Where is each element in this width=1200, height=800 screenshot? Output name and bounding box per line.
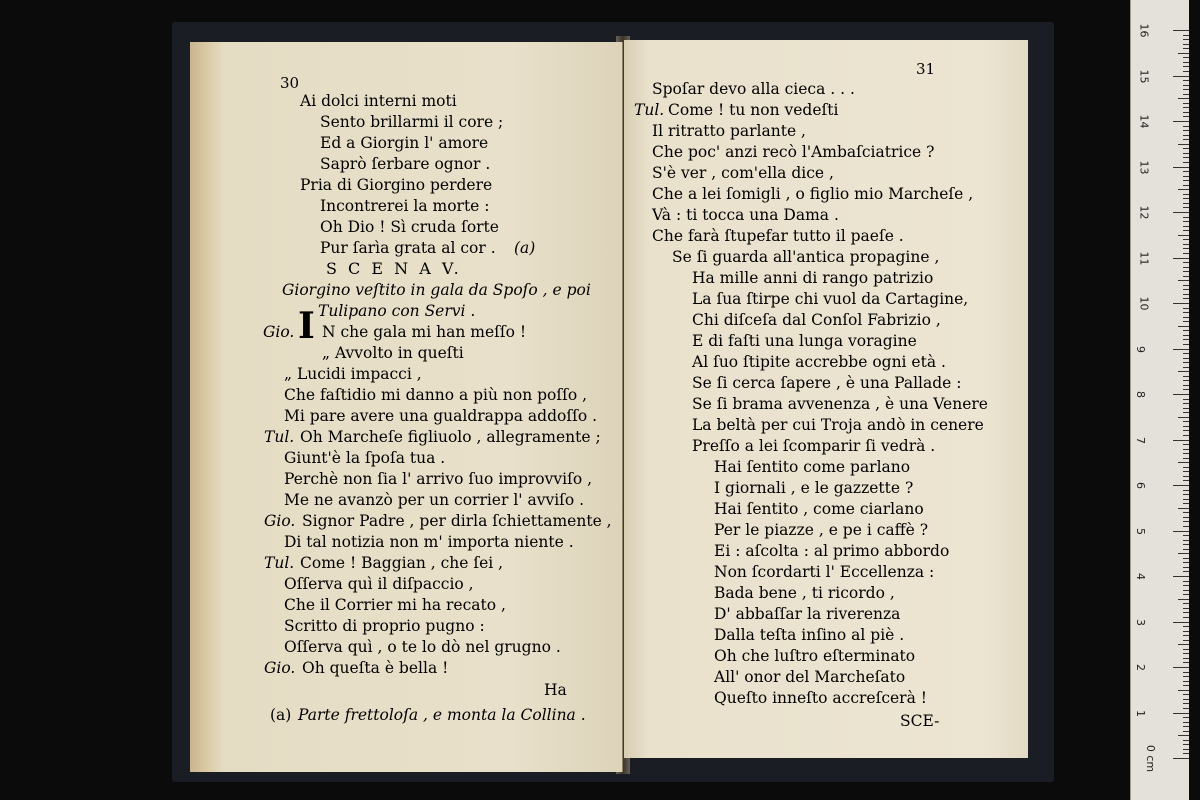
ruler-tick	[1183, 549, 1189, 550]
ruler-tick	[1183, 39, 1189, 40]
ruler-tick	[1173, 258, 1189, 259]
ruler-tick	[1183, 162, 1189, 163]
ruler-tick	[1183, 603, 1189, 604]
ruler-tick	[1183, 617, 1189, 618]
ruler-tick	[1183, 171, 1189, 172]
verse-line: Sento brillarmi il core ;	[320, 113, 504, 131]
speaker-label: Gio.	[263, 323, 295, 341]
ruler-tick	[1183, 662, 1189, 663]
catchword: Ha	[544, 681, 567, 699]
ruler-tick	[1183, 649, 1189, 650]
verse-line: Me ne avanzò per un corrier l' avviſo .	[284, 491, 585, 509]
ruler-tick	[1173, 212, 1189, 213]
verse-line: Dalla teſta inſino al piè .	[714, 626, 905, 644]
ruler-tick	[1183, 321, 1189, 322]
verse-line: Saprò ſerbare ognor .	[320, 155, 491, 173]
ruler-tick	[1183, 103, 1189, 104]
verse-line: I giornali , e le gazzette ?	[714, 479, 914, 497]
verse-line: Giunt'è la ſpoſa tua .	[284, 449, 446, 467]
verse-line: Hai ſentito , come ciarlano	[714, 500, 924, 518]
verse-line: Come ! tu non vedeſti	[668, 101, 839, 119]
ruler-tick	[1183, 294, 1189, 295]
verse-line: Di tal notizia non m' importa niente .	[284, 533, 574, 551]
footnote-text: Parte frettoloſa , e monta la Collina .	[298, 706, 586, 724]
ruler-label: 6	[1134, 482, 1147, 489]
ruler-tick	[1173, 758, 1189, 759]
ruler-tick	[1183, 62, 1189, 63]
ruler-tick	[1183, 676, 1189, 677]
ruler-tick	[1173, 440, 1189, 441]
ruler-tick	[1173, 485, 1189, 486]
ruler-label: 16	[1137, 23, 1151, 38]
ruler-tick	[1183, 285, 1189, 286]
ruler-tick	[1183, 317, 1189, 318]
ruler-tick	[1183, 453, 1189, 454]
ruler-tick	[1183, 226, 1189, 227]
ruler-tick	[1178, 53, 1189, 54]
verse-line: Non ſcordarti l' Eccellenza :	[714, 563, 935, 581]
ruler-tick	[1173, 394, 1189, 395]
ruler-tick	[1183, 726, 1189, 727]
ruler-tick	[1183, 298, 1189, 299]
ruler-tick	[1183, 631, 1189, 632]
ruler-tick	[1183, 717, 1189, 718]
ruler-tick	[1183, 194, 1189, 195]
verse-line: Oſſerva quì , o te lo dò nel grugno .	[284, 638, 561, 656]
ruler-tick	[1183, 367, 1189, 368]
ruler-tick	[1183, 376, 1189, 377]
ruler-label: 4	[1134, 573, 1147, 580]
ruler-tick	[1183, 94, 1189, 95]
ruler-label: 2	[1134, 664, 1147, 671]
ruler-tick	[1183, 653, 1189, 654]
verse-line: S'è ver , com'ella dice ,	[652, 164, 834, 182]
page-number-left: 30	[280, 74, 300, 92]
verse-line: Ai dolci interni moti	[300, 92, 457, 110]
ruler-tick	[1178, 371, 1189, 372]
ruler-tick	[1173, 531, 1189, 532]
ruler-tick	[1183, 685, 1189, 686]
ruler-label: 15	[1137, 69, 1151, 83]
ruler-tick	[1183, 626, 1189, 627]
ruler-tick	[1183, 699, 1189, 700]
ruler-tick	[1183, 230, 1189, 231]
ruler-label: 0 cm	[1144, 744, 1158, 773]
verse-line: Che poc' anzi recò l'Ambaſciatrice ?	[652, 143, 935, 161]
ruler-tick	[1183, 85, 1189, 86]
verse-line: „ Lucidi impacci ,	[284, 365, 422, 383]
verse-line: N che gala mi han meſſo !	[322, 323, 527, 341]
ruler-tick	[1183, 385, 1189, 386]
ruler-tick	[1183, 339, 1189, 340]
verse-line: Preſſo a lei ſcomparir ſi vedrà .	[692, 437, 936, 455]
ruler-label: 10	[1137, 296, 1151, 311]
ruler-tick	[1173, 30, 1189, 31]
ruler-tick	[1183, 330, 1189, 331]
verse-line: Spoſar devo alla cieca . . .	[652, 80, 855, 98]
ruler-tick	[1183, 239, 1189, 240]
verse-line: Ei : aſcolta : al primo abbordo	[714, 542, 950, 560]
verse-line: Che a lei ſomigli , o figlio mio Marcheſe ,	[652, 185, 974, 203]
verse-line: Hai ſentito come parlano	[714, 458, 911, 476]
ruler-tick	[1183, 722, 1189, 723]
ruler-tick	[1183, 421, 1189, 422]
ruler-tick	[1183, 248, 1189, 249]
drop-cap: I	[298, 305, 315, 347]
verse-line: Se ſi guarda all'antica propagine ,	[672, 248, 940, 266]
ruler-label: 12	[1137, 205, 1151, 220]
ruler-tick	[1183, 476, 1189, 477]
ruler-tick	[1183, 44, 1189, 45]
ruler-tick	[1183, 449, 1189, 450]
ruler-tick	[1183, 380, 1189, 381]
ruler-tick	[1183, 180, 1189, 181]
verse-line: D' abbaſſar la riverenza	[714, 605, 901, 623]
ruler-tick	[1183, 594, 1189, 595]
ruler-tick	[1183, 658, 1189, 659]
ruler-tick	[1183, 176, 1189, 177]
ruler-tick	[1183, 585, 1189, 586]
ruler-tick	[1178, 98, 1189, 99]
ruler-tick	[1183, 57, 1189, 58]
ruler-tick	[1183, 590, 1189, 591]
stage-direction: Tulipano con Servi .	[318, 302, 476, 320]
footnote-marker: (a)	[514, 239, 536, 257]
ruler-tick	[1183, 89, 1189, 90]
verse-line: Ed a Giorgin l' amore	[320, 134, 489, 152]
ruler-tick	[1173, 622, 1189, 623]
ruler-tick	[1183, 157, 1189, 158]
ruler-tick	[1183, 740, 1189, 741]
verse-line: Chi diſceſa dal Conſol Fabrizio ,	[692, 311, 941, 329]
ruler-tick	[1183, 567, 1189, 568]
ruler-tick	[1183, 471, 1189, 472]
ruler-tick	[1183, 217, 1189, 218]
ruler-tick	[1183, 308, 1189, 309]
ruler-label: 5	[1134, 527, 1147, 535]
ruler-tick	[1183, 362, 1189, 363]
ruler-tick	[1183, 544, 1189, 545]
ruler-tick	[1183, 203, 1189, 204]
ruler-tick	[1183, 749, 1189, 750]
ruler-label: 13	[1137, 160, 1151, 174]
verse-line: Al ſuo ſtipite accrebbe ogni età .	[692, 353, 946, 371]
verse-line: Pur ſarìa grata al cor .	[320, 239, 496, 257]
verse-line: Và : ti tocca una Dama .	[652, 206, 839, 224]
ruler-tick	[1178, 735, 1189, 736]
ruler-tick	[1183, 408, 1189, 409]
ruler-tick	[1183, 221, 1189, 222]
verse-line: Scritto di proprio pugno :	[284, 617, 485, 635]
ruler-label: 8	[1134, 391, 1147, 398]
ruler-tick	[1178, 599, 1189, 600]
ruler-tick	[1183, 253, 1189, 254]
verse-line: Per le piazze , e pe i caffè ?	[714, 521, 929, 539]
ruler-tick	[1183, 403, 1189, 404]
verse-line: Ha mille anni di rango patrizio	[692, 269, 934, 287]
ruler-tick	[1173, 121, 1189, 122]
ruler-tick	[1183, 540, 1189, 541]
verse-line: Se ſi cerca ſapere , è una Pallade :	[692, 374, 962, 392]
ruler-tick	[1183, 185, 1189, 186]
verse-line: „ Avvolto in queſti	[322, 344, 464, 362]
ruler-tick	[1183, 517, 1189, 518]
ruler-tick	[1183, 312, 1189, 313]
verse-line: Oh queſta è bella !	[302, 659, 449, 677]
ruler-tick	[1183, 276, 1189, 277]
ruler-tick	[1183, 66, 1189, 67]
ruler-tick	[1183, 640, 1189, 641]
ruler-tick	[1183, 635, 1189, 636]
ruler-tick	[1183, 753, 1189, 754]
ruler-tick	[1183, 399, 1189, 400]
ruler-tick	[1183, 535, 1189, 536]
ruler-tick	[1183, 153, 1189, 154]
catchword: SCE-	[900, 712, 940, 730]
ruler-tick	[1178, 144, 1189, 145]
measuring-ruler	[1130, 0, 1189, 800]
ruler-tick	[1183, 430, 1189, 431]
ruler-tick	[1183, 708, 1189, 709]
ruler-tick	[1173, 349, 1189, 350]
ruler-tick	[1183, 198, 1189, 199]
ruler-tick	[1183, 467, 1189, 468]
ruler-tick	[1183, 130, 1189, 131]
ruler-tick	[1173, 576, 1189, 577]
verse-line: E di faſti una lunga voragine	[692, 332, 917, 350]
ruler-tick	[1183, 558, 1189, 559]
ruler-tick	[1173, 167, 1189, 168]
ruler-tick	[1183, 412, 1189, 413]
ruler-label: 1	[1134, 709, 1147, 717]
ruler-tick	[1183, 116, 1189, 117]
ruler-tick	[1183, 608, 1189, 609]
verse-line: Signor Padre , per dirla ſchiettamente ,	[302, 512, 612, 530]
ruler-tick	[1183, 344, 1189, 345]
ruler-tick	[1183, 207, 1189, 208]
ruler-tick	[1178, 690, 1189, 691]
ruler-tick	[1183, 139, 1189, 140]
ruler-tick	[1178, 553, 1189, 554]
ruler-tick	[1173, 303, 1189, 304]
ruler-tick	[1183, 48, 1189, 49]
verse-line: Oh Dio ! Sì cruda ſorte	[320, 218, 499, 236]
ruler-tick	[1178, 508, 1189, 509]
ruler-label: 3	[1134, 618, 1147, 626]
ruler-tick	[1183, 731, 1189, 732]
verse-line: Oſſerva quì il diſpaccio ,	[284, 575, 474, 593]
ruler-tick	[1183, 80, 1189, 81]
ruler-tick	[1183, 499, 1189, 500]
ruler-tick	[1183, 353, 1189, 354]
verse-line: Bada bene , ti ricordo ,	[714, 584, 895, 602]
ruler-tick	[1183, 244, 1189, 245]
ruler-tick	[1183, 71, 1189, 72]
ruler-tick	[1173, 76, 1189, 77]
ruler-tick	[1183, 112, 1189, 113]
ruler-tick	[1178, 462, 1189, 463]
ruler-tick	[1183, 35, 1189, 36]
verse-line: Perchè non ſia l' arrivo ſuo improvviſo ,	[284, 470, 593, 488]
ruler-tick	[1173, 667, 1189, 668]
verse-line: Oh Marcheſe figliuolo , allegramente ;	[300, 428, 601, 446]
verse-line: Come ! Baggian , che ſei ,	[300, 554, 504, 572]
ruler-tick	[1183, 512, 1189, 513]
ruler-label: 7	[1134, 436, 1147, 444]
ruler-tick	[1173, 713, 1189, 714]
ruler-tick	[1183, 458, 1189, 459]
ruler-tick	[1183, 480, 1189, 481]
ruler-tick	[1178, 280, 1189, 281]
speaker-label: Tul.	[264, 428, 295, 446]
ruler-tick	[1178, 326, 1189, 327]
ruler-tick	[1183, 271, 1189, 272]
ruler-tick	[1183, 135, 1189, 136]
verse-line: All' onor del Marcheſato	[714, 668, 906, 686]
verse-line: La ſua ſtirpe chi vuol da Cartagine,	[692, 290, 969, 308]
verse-line: La beltà per cui Troja andò in cenere	[692, 416, 984, 434]
ruler-tick	[1183, 521, 1189, 522]
ruler-tick	[1183, 681, 1189, 682]
ruler-tick	[1183, 672, 1189, 673]
verse-line: Pria di Giorgino perdere	[300, 176, 493, 194]
ruler-tick	[1183, 490, 1189, 491]
ruler-tick	[1178, 235, 1189, 236]
ruler-tick	[1183, 526, 1189, 527]
ruler-tick	[1178, 189, 1189, 190]
speaker-label: Gio.	[264, 659, 296, 677]
ruler-tick	[1183, 126, 1189, 127]
speaker-label: Tul.	[264, 554, 295, 572]
verse-line: Che farà ſtupefar tutto il paeſe .	[652, 227, 904, 245]
verse-line: Il ritratto parlante ,	[652, 122, 806, 140]
footnote-marker: (a)	[270, 706, 292, 724]
ruler-label: 11	[1137, 251, 1151, 265]
stage-direction: Giorgino veſtito in gala da Spoſo , e poi	[282, 281, 591, 299]
scene-heading: S C E N A V.	[326, 259, 462, 278]
speaker-label: Tul.	[634, 101, 665, 119]
ruler-tick	[1183, 435, 1189, 436]
ruler-tick	[1183, 571, 1189, 572]
ruler-tick	[1183, 262, 1189, 263]
ruler-tick	[1183, 335, 1189, 336]
verse-line: Se ſi brama avvenenza , è una Venere	[692, 395, 988, 413]
ruler-label: 9	[1134, 345, 1147, 353]
ruler-tick	[1183, 494, 1189, 495]
ruler-label: 14	[1137, 114, 1151, 129]
ruler-tick	[1183, 744, 1189, 745]
verse-line: Queſto inneſto accreſcerà !	[714, 689, 927, 707]
ruler-tick	[1183, 267, 1189, 268]
verse-line: Incontrerei la morte :	[320, 197, 490, 215]
speaker-label: Gio.	[264, 512, 296, 530]
ruler-tick	[1183, 444, 1189, 445]
ruler-tick	[1183, 694, 1189, 695]
verse-line: Mi pare avere una gualdrappa addoſſo .	[284, 407, 598, 425]
ruler-tick	[1183, 358, 1189, 359]
ruler-tick	[1183, 581, 1189, 582]
verse-line: Che il Corrier mi ha recato ,	[284, 596, 506, 614]
ruler-tick	[1183, 612, 1189, 613]
ruler-tick	[1183, 148, 1189, 149]
ruler-tick	[1183, 289, 1189, 290]
page-number-right: 31	[916, 60, 936, 78]
ruler-tick	[1183, 503, 1189, 504]
ruler-tick	[1183, 107, 1189, 108]
verse-line: Che faſtidio mi danno a più non poſſo ,	[284, 386, 588, 404]
ruler-tick	[1178, 417, 1189, 418]
ruler-tick	[1183, 562, 1189, 563]
ruler-tick	[1178, 644, 1189, 645]
ruler-tick	[1183, 426, 1189, 427]
verse-line: Oh che luſtro eſterminato	[714, 647, 916, 665]
ruler-tick	[1183, 389, 1189, 390]
ruler-tick	[1183, 703, 1189, 704]
